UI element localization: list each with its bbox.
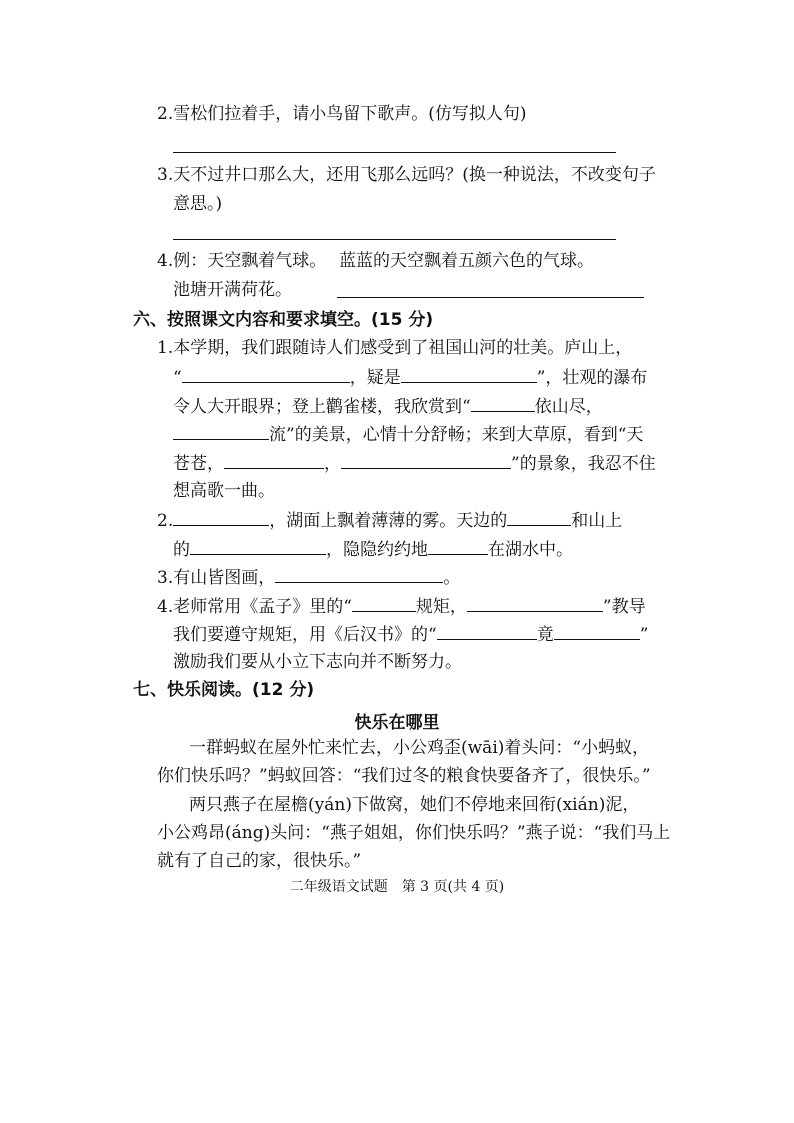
question-3-text-1: 3.天不过井口那么大，还用飞那么远吗？(换一种说法，不改变句子 xyxy=(157,165,656,185)
blank-s6-5[interactable] xyxy=(224,450,324,469)
s6-p1-line4 xyxy=(173,421,643,447)
blank-s6-2[interactable] xyxy=(401,364,537,383)
reading-para2-line2: 小公鸡昂(áng)头问：“燕子姐姐，你们快乐吗？”燕子说：“我们马上 xyxy=(157,823,671,843)
s6-p4-line1 xyxy=(157,593,646,619)
s6-p2-in-lake: 在湖水中。 xyxy=(488,540,573,560)
page-footer: 二年级语文试题 第 3 页(共 4 页) xyxy=(289,879,505,895)
s6-p4-jing: 竟 xyxy=(536,625,554,645)
reading-para2-line3: 就有了自己的家，很快乐。” xyxy=(157,851,362,871)
s6-p2-number: 2. xyxy=(157,511,174,531)
blank-s6-1[interactable] xyxy=(182,364,350,383)
s6-p2-lake: ，湖面上飘着薄薄的雾。天边的 xyxy=(269,511,508,531)
blank-s6-10[interactable] xyxy=(428,536,488,555)
answer-line-q2[interactable] xyxy=(173,152,616,153)
s6-p1-waterfall: ”，壮观的瀑布 xyxy=(536,368,648,388)
s6-p4-rules: 规矩， xyxy=(415,597,467,617)
answer-line-q4[interactable] xyxy=(337,297,644,298)
blank-s6-8[interactable] xyxy=(507,507,571,526)
s6-p1-yishi: ，疑是 xyxy=(349,368,401,388)
blank-s6-11[interactable] xyxy=(275,564,443,583)
blank-s6-9[interactable] xyxy=(190,536,326,555)
s6-p2-line1 xyxy=(157,507,622,533)
s6-p3-period: 。 xyxy=(443,568,461,588)
blank-s6-15[interactable] xyxy=(554,621,640,640)
s6-p1-grassland: 流”的美景，心情十分舒畅；来到大草原，看到“天 xyxy=(269,425,644,445)
question-4-example-answer: 蓝蓝的天空飘着五颜六色的气球。 xyxy=(339,251,594,271)
blank-s6-3[interactable] xyxy=(471,393,535,412)
s6-p1-stork-tower: 令人大开眼界；登上鹳雀楼，我欣赏到“ xyxy=(173,397,471,417)
s6-p1-comma: ， xyxy=(324,454,341,474)
s6-p4-close-quote: ” xyxy=(639,625,649,645)
section-6-heading: 六、按照课文内容和要求填空。(15 分) xyxy=(133,310,434,330)
s6-p3-text: 3.有山皆图画， xyxy=(157,568,276,588)
s6-p1-line6: 想高歌一曲。 xyxy=(173,481,275,501)
blank-s6-6[interactable] xyxy=(341,450,511,469)
s6-p1-cangcang: 苍苍， xyxy=(173,454,224,474)
blank-s6-12[interactable] xyxy=(352,593,416,612)
s6-p4-mencius: 4.老师常用《孟子》里的“ xyxy=(157,597,352,617)
s6-p4-houhanshu: 我们要遵守规矩，用《后汉书》的“ xyxy=(173,625,437,645)
question-4-example: 4.例：天空飘着气球。 xyxy=(157,251,327,271)
s6-p4-line2 xyxy=(173,621,648,647)
question-2-text: 2.雪松们拉着手，请小鸟留下歌声。(仿写拟人句) xyxy=(157,104,527,124)
s6-p1-line1: 1.本学期，我们跟随诗人们感受到了祖国山河的壮美。庐山上， xyxy=(157,338,633,358)
question-4-item: 池塘开满荷花。 xyxy=(173,280,292,300)
reading-title: 快乐在哪里 xyxy=(354,713,440,733)
s6-p2-mountain: 和山上 xyxy=(571,511,623,531)
s6-p1-line3 xyxy=(173,393,603,419)
reading-para1-line1: 一群蚂蚁在屋外忙来忙去，小公鸡歪(wāi)着头问：“小蚂蚁， xyxy=(189,738,650,758)
s6-p1-line5 xyxy=(173,450,656,476)
s6-p2-line2 xyxy=(173,536,573,562)
blank-s6-14[interactable] xyxy=(437,621,537,640)
blank-s6-13[interactable] xyxy=(467,593,603,612)
s6-p1-open-quote: “ xyxy=(173,368,182,388)
answer-line-q3[interactable] xyxy=(173,239,616,240)
s6-p1-yishanjin: 依山尽， xyxy=(534,397,603,417)
blank-s6-7[interactable] xyxy=(173,507,269,526)
blank-s6-4[interactable] xyxy=(173,421,269,440)
question-3-text-2: 意思。) xyxy=(173,194,223,214)
s6-p4-teach: ”教导 xyxy=(602,597,646,617)
s6-p1-line2 xyxy=(173,364,647,390)
s6-p1-scene: ”的景象，我忍不住 xyxy=(511,454,656,474)
reading-para1-line2: 你们快乐吗？”蚂蚁回答：“我们过冬的粮食快要备齐了，很快乐。” xyxy=(157,766,651,786)
s6-p2-faintly: ，隐隐约约地 xyxy=(326,540,428,560)
section-7-heading: 七、快乐阅读。(12 分) xyxy=(133,680,315,700)
reading-para2-line1: 两只燕子在屋檐(yán)下做窝，她们不停地来回衔(xián)泥， xyxy=(189,795,640,815)
s6-p3-line xyxy=(157,564,460,590)
s6-p4-line3: 激励我们要从小立下志向并不断努力。 xyxy=(173,652,462,672)
s6-p2-de: 的 xyxy=(173,540,190,560)
